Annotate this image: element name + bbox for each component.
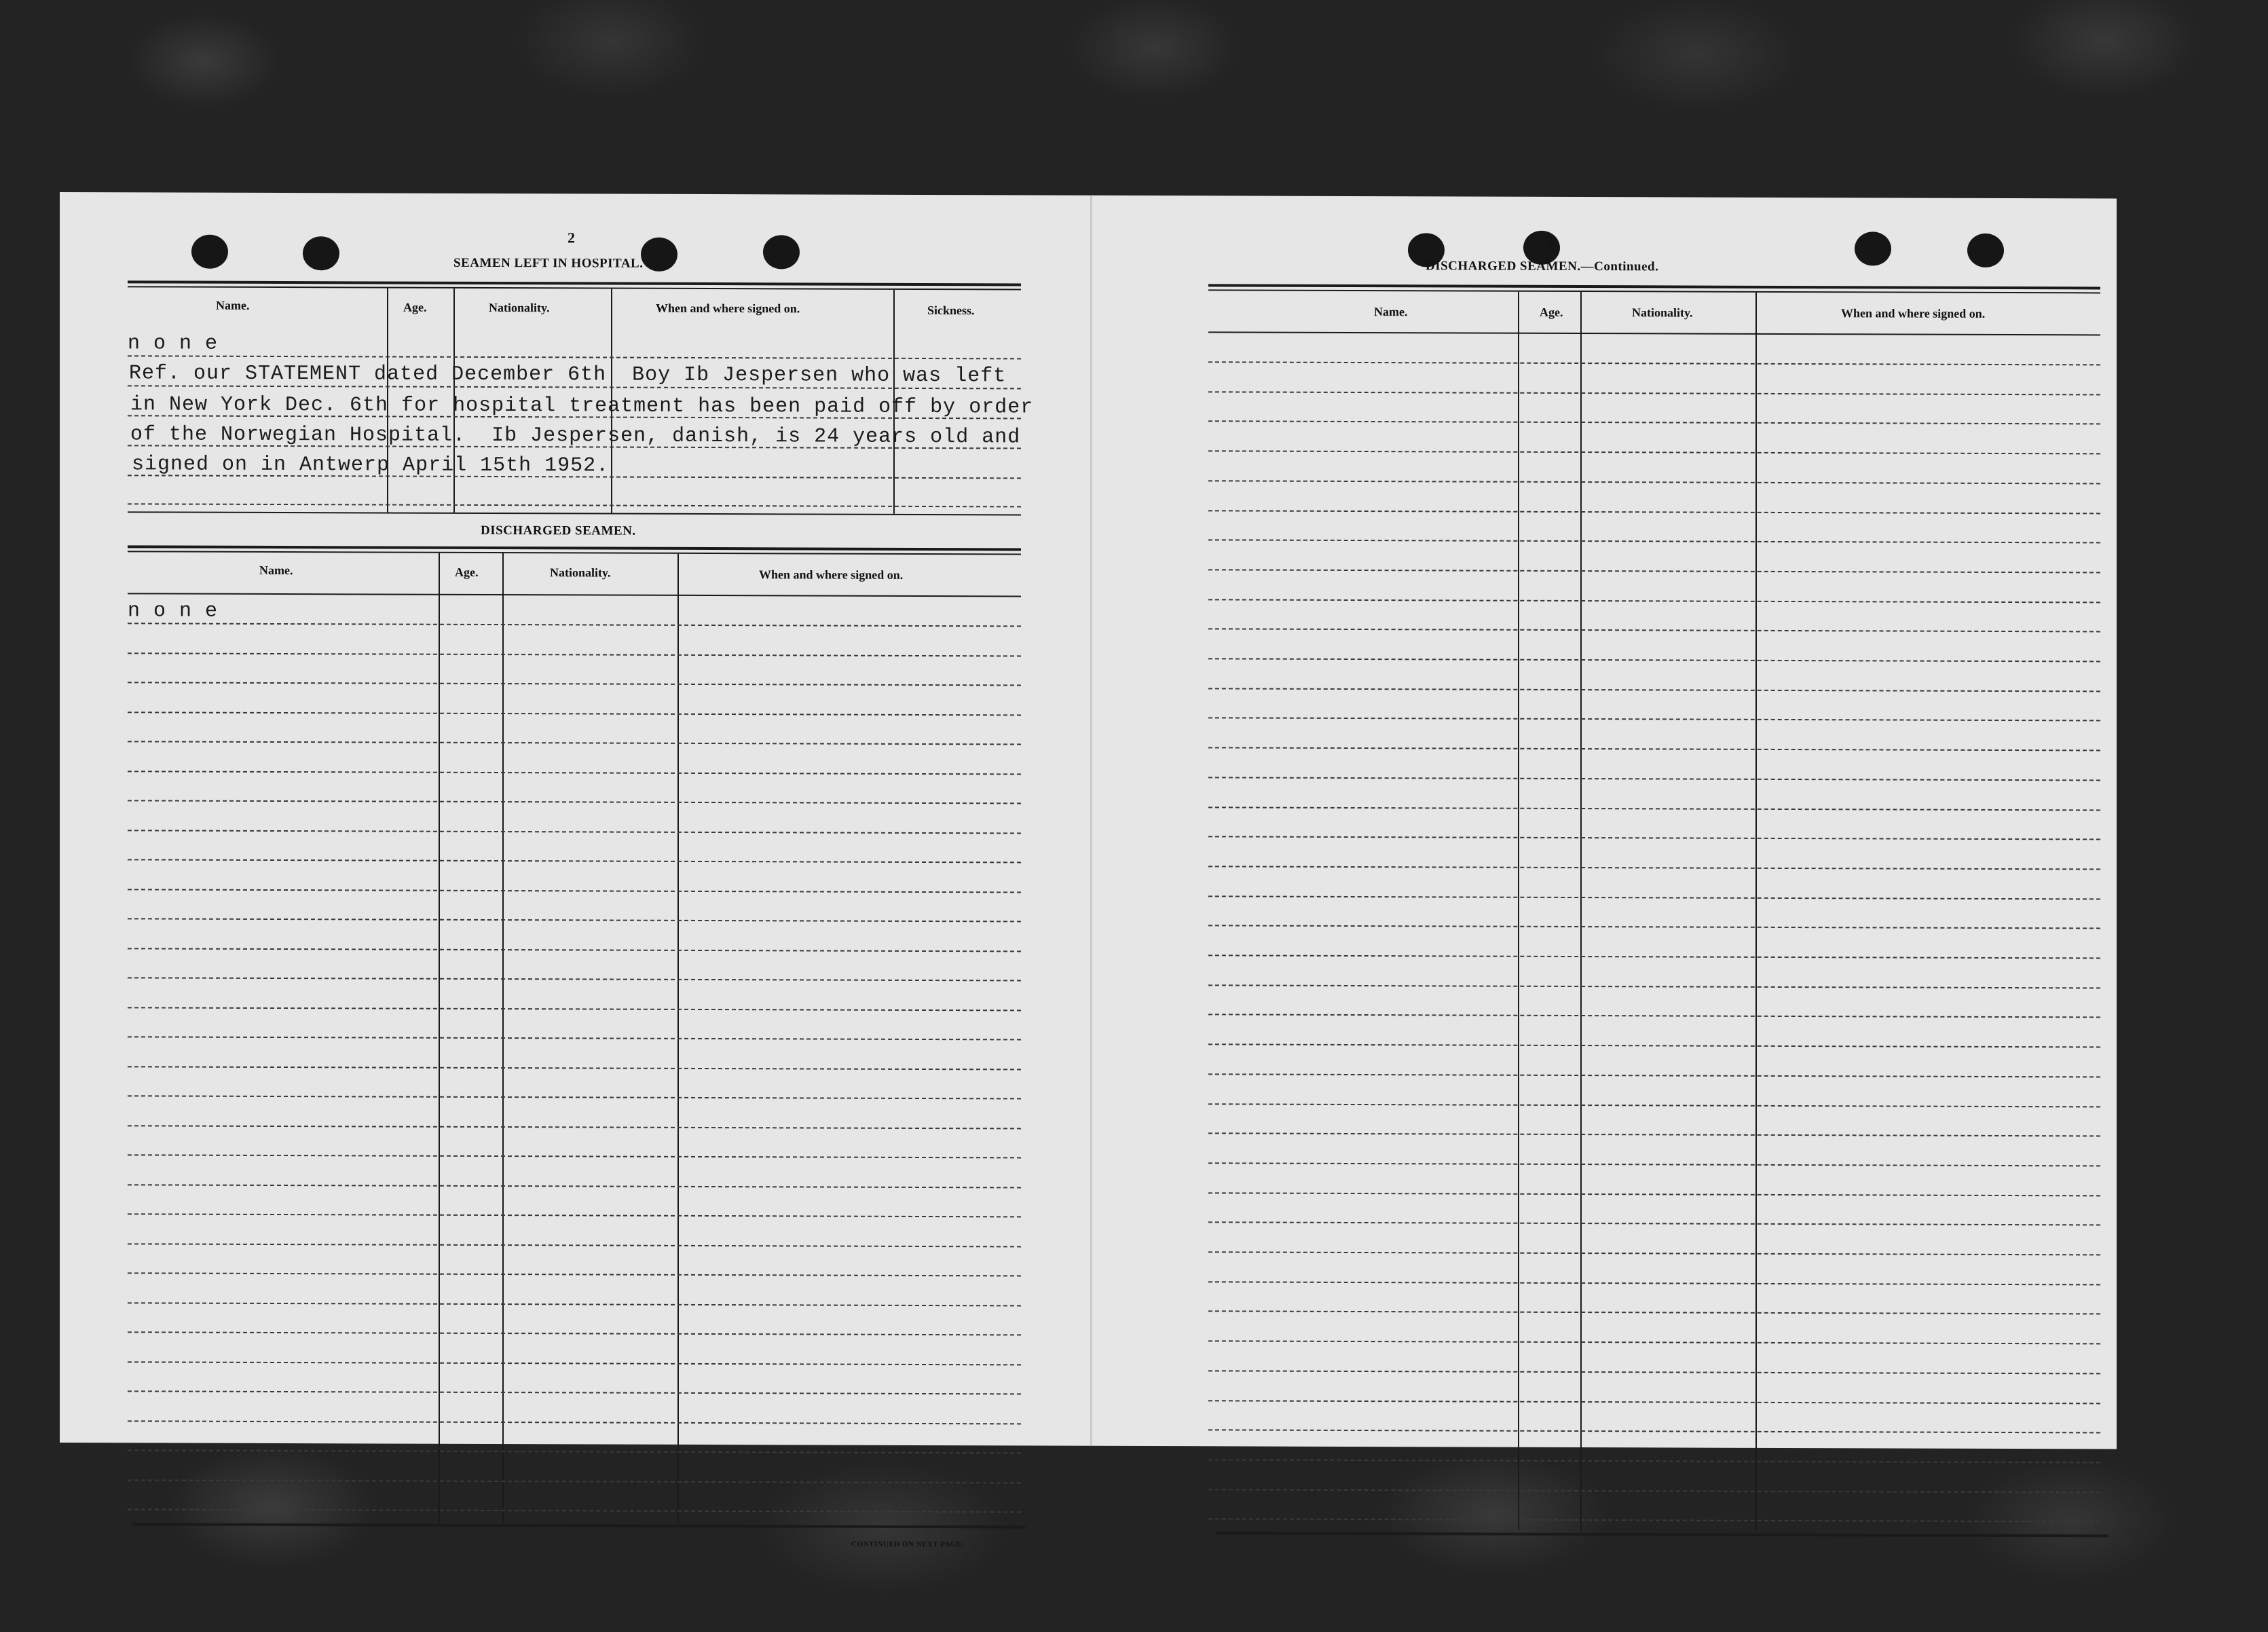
punch-hole: [641, 238, 677, 272]
col-header-age: Age.: [1540, 305, 1563, 319]
ruled-line: [1208, 1073, 2100, 1077]
page-number: 2: [568, 229, 575, 246]
header-rule: [128, 551, 1021, 555]
ruled-line: [1208, 510, 2100, 514]
col-header-signed-on: When and where signed on.: [1841, 306, 1986, 320]
col-header-age: Age.: [403, 300, 427, 314]
header-underline: [128, 593, 1021, 597]
punch-hole: [191, 235, 228, 269]
ruled-line: [1208, 1162, 2100, 1166]
punch-hole: [303, 236, 339, 270]
ruled-line: [1208, 777, 2100, 781]
ruled-line: [1208, 1340, 2100, 1344]
ruled-line: [1208, 599, 2100, 603]
header-rule: [128, 545, 1021, 551]
col-header-nationality: Nationality.: [550, 565, 611, 580]
typed-line: of the Norwegian Hospital. Ib Jespersen, danish, is 24 years old and: [130, 423, 1021, 449]
header-rule: [1208, 289, 2100, 293]
ruled-line: [1208, 480, 2100, 484]
ruled-line: [1208, 1281, 2100, 1285]
ruled-line: [128, 652, 1021, 656]
col-header-name: Name.: [1374, 305, 1408, 319]
ledger-spread: [60, 192, 2117, 1549]
ruled-line: [1208, 718, 2100, 722]
ruled-line: [128, 741, 1021, 745]
ruled-line: [128, 1213, 1021, 1217]
ruled-line: [1208, 569, 2100, 573]
ruled-line: [128, 771, 1021, 775]
ruled-line: [128, 355, 1021, 359]
ruled-line: [1208, 1133, 2100, 1137]
table-bottom-rule: [128, 511, 1021, 515]
ruled-line: [128, 1095, 1021, 1099]
right-page: [1092, 196, 2117, 1449]
continued-note: CONTINUED ON NEXT PAGE.: [851, 1540, 965, 1549]
hospital-section-title: SEAMEN LEFT IN HOSPITAL.: [453, 255, 644, 271]
header-rule: [1208, 284, 2100, 289]
col-header-signed-on: When and where signed on.: [759, 568, 904, 582]
ruled-line: [1208, 1103, 2100, 1107]
ruled-line: [128, 1184, 1021, 1188]
col-header-name: Name.: [216, 298, 250, 312]
ruled-line: [128, 1154, 1021, 1158]
column-divider: [1755, 293, 1757, 1531]
ruled-line: [1208, 1251, 2100, 1255]
ruled-line: [128, 800, 1021, 804]
ruled-line: [1208, 421, 2100, 425]
ruled-line: [1208, 1014, 2100, 1018]
left-page: [60, 192, 1092, 1549]
ruled-line: [128, 977, 1021, 981]
ruled-line: [128, 859, 1021, 863]
ruled-line: [128, 1125, 1021, 1129]
ruled-line: [1208, 866, 2100, 870]
title-continued: —Continued.: [1580, 259, 1659, 274]
ruled-line: [128, 1420, 1021, 1424]
ruled-line: [1208, 629, 2100, 633]
ruled-line: [1208, 806, 2100, 811]
col-header-nationality: Nationality.: [1632, 305, 1693, 320]
discharged-section-title: DISCHARGED SEAMEN.: [481, 523, 636, 538]
typed-none: n o n e: [128, 599, 219, 623]
ruled-line: [1208, 984, 2100, 988]
ruled-line: [1208, 1043, 2100, 1047]
ruled-line: [128, 682, 1021, 686]
punch-hole: [1855, 231, 1891, 265]
typed-line: Ref. our STATEMENT dated December 6th Boy Ib Jespersen who was left: [129, 362, 1007, 388]
ruled-line: [1208, 540, 2100, 544]
ruled-line: [128, 918, 1021, 922]
ruled-line: [128, 711, 1021, 716]
ruled-line: [1208, 836, 2100, 840]
ruled-line: [128, 1331, 1021, 1335]
ruled-line: [1208, 1370, 2100, 1374]
ruled-line: [1208, 391, 2100, 395]
ruled-line: [1208, 1192, 2100, 1196]
ruled-line: [128, 889, 1021, 893]
col-header-sickness: Sickness.: [927, 303, 975, 318]
title-main: DISCHARGED SEAMEN.: [1426, 259, 1581, 274]
ruled-line: [1208, 450, 2100, 454]
ruled-line: [128, 948, 1021, 952]
column-divider: [1580, 292, 1582, 1530]
col-header-name: Name.: [259, 563, 293, 578]
ruled-line: [128, 623, 1021, 627]
ruled-line: [128, 1007, 1021, 1011]
typed-line: signed on in Antwerp April 15th 1952.: [132, 453, 610, 478]
punch-hole: [763, 235, 800, 269]
ruled-line: [128, 1361, 1021, 1365]
ruled-line: [128, 1272, 1021, 1276]
typed-line: in New York Dec. 6th for hospital treatment has been paid off by order: [130, 393, 1034, 420]
ruled-line: [1208, 361, 2100, 365]
ruled-line: [1208, 1311, 2100, 1315]
ruled-line: [128, 503, 1021, 507]
column-divider: [1518, 292, 1519, 1530]
header-rule: [128, 286, 1021, 290]
ruled-line: [128, 1243, 1021, 1247]
ruled-line: [1208, 688, 2100, 692]
col-header-nationality: Nationality.: [489, 300, 550, 315]
col-header-signed-on: When and where signed on.: [656, 301, 800, 316]
typed-none: n o n e: [128, 332, 219, 356]
ruled-line: [1208, 954, 2100, 959]
page-title: [1426, 259, 1658, 274]
ruled-line: [128, 1302, 1021, 1306]
ruled-line: [1208, 747, 2100, 751]
ruled-line: [128, 1036, 1021, 1040]
header-underline: [1208, 331, 2100, 335]
col-header-age: Age.: [455, 565, 479, 579]
punch-hole: [1967, 234, 2004, 267]
ruled-line: [1208, 658, 2100, 662]
ruled-line: [128, 1390, 1021, 1394]
page-number: 3: [1546, 231, 1554, 249]
ruled-line: [1208, 1400, 2100, 1404]
ruled-line: [1208, 925, 2100, 929]
ruled-line: [1208, 895, 2100, 900]
ruled-line: [128, 1066, 1021, 1070]
ruled-line: [1208, 1222, 2100, 1226]
ruled-line: [128, 830, 1021, 834]
header-rule: [128, 280, 1021, 286]
ruled-line: [1208, 1430, 2100, 1434]
